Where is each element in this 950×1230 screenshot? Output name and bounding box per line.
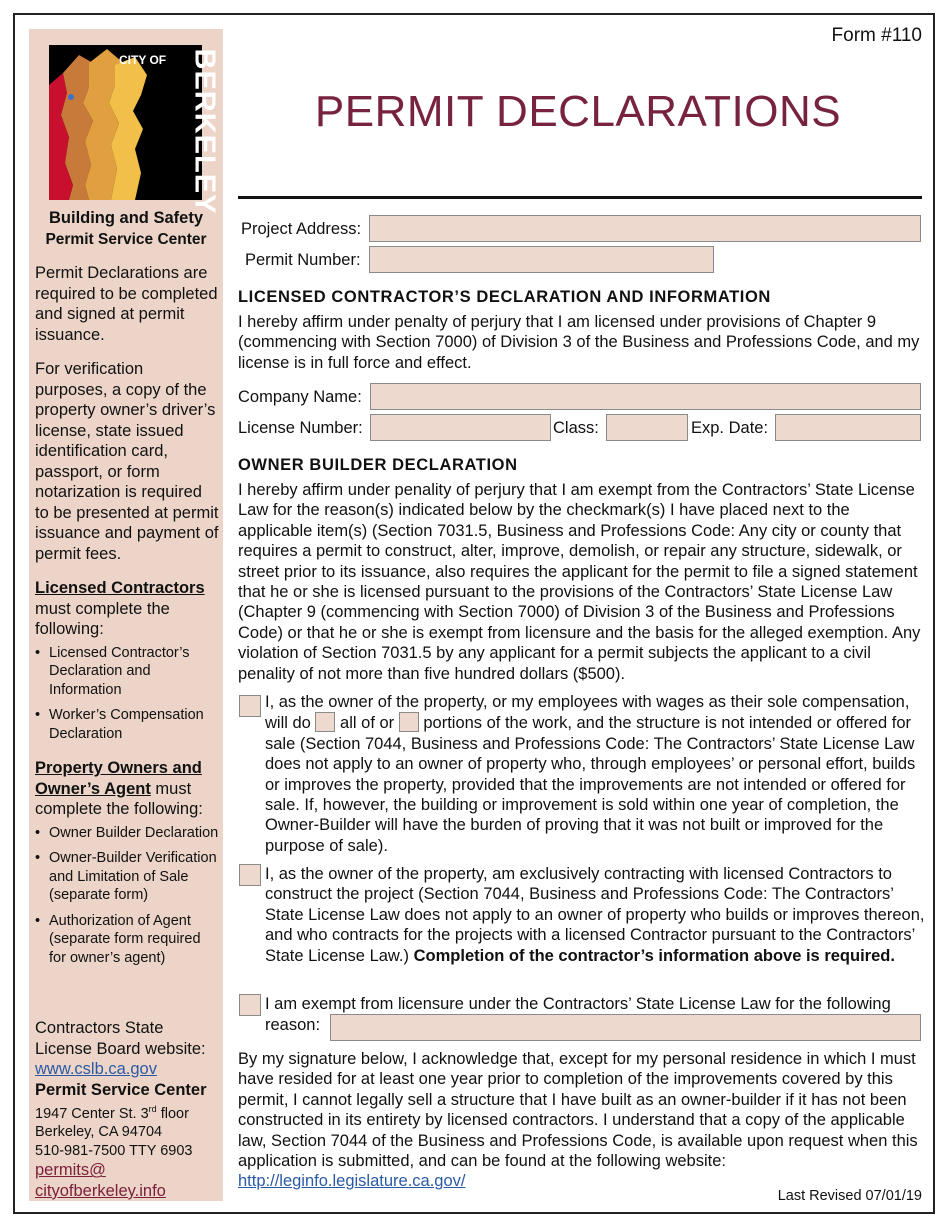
verification-text: For verification purposes, a copy of the property owner’s driver’s license, state issued identification card, passport, or form notarization is required to be presented at permit issuance and payment of permit fees. <box>35 360 219 563</box>
license-number-label: License Number: <box>238 419 363 437</box>
project-address-field[interactable] <box>369 215 921 242</box>
licensed-contractors-rest: must complete the following: <box>35 599 170 638</box>
exp-date-label: Exp. Date: <box>691 419 769 437</box>
permit-number-field[interactable] <box>369 246 714 273</box>
signature-text: By my signature below, I acknowledge that, except for my personal residence in which I must have resided for at least one year prior to completion of the improvements covered by this permit, I cannot legally sell a structure that I have built as an owner-builder if it has not been constructed in its entirety by licensed contractors. I understand that a copy of the applicable law, Section 7044 of the Business and Professions Code, is available upon request when this application is submitted, and can be found at the following website: http://leginfo.legislature.ca.gov/ <box>238 1050 918 1191</box>
exempt-checkbox[interactable] <box>239 994 261 1016</box>
licensed-contractors-heading: Licensed Contractors <box>35 579 205 597</box>
department-line1: Building and Safety <box>48 209 203 227</box>
licensed-contractors-list <box>35 644 219 744</box>
option2-bold-text: Completion of the contractor’s information above is required. <box>413 946 895 965</box>
license-number-field[interactable] <box>370 414 551 441</box>
exp-date-field[interactable] <box>775 414 921 441</box>
licensed-contractor-heading: LICENSED CONTRACTOR’S DECLARATION AND INFORMATION <box>238 288 771 306</box>
email-link-line2[interactable]: cityofberkeley.info <box>35 1181 166 1200</box>
option1-text: I, as the owner of the property, or my employees with wages as their sole compensation, will do all of or portions of the work, and the structure is not intended or offered for sale (Section 7044, Business and Professions Code: The Contractors’ State License Law does not apply to an owner of property who, through employees’ or personal effort, builds or improves the property, provided that the improvements are not intended or offered for sale. If, however, the building or improvement is sold within one year of completion, the Owner-Builder will have the burden of proving that it was not built or improved for the purpose of sale). <box>265 693 916 855</box>
header-divider <box>238 196 922 199</box>
property-owners-list <box>35 824 219 968</box>
city-of-berkeley-logo <box>49 45 221 215</box>
cslb-link[interactable]: www.cslb.ca.gov <box>35 1060 157 1078</box>
last-revised: Last Revised 07/01/19 <box>777 1188 922 1204</box>
intro-text: Permit Declarations are required to be completed and signed at permit issuance. <box>35 264 218 344</box>
sidebar <box>29 29 223 1201</box>
portions-work-checkbox[interactable] <box>399 712 419 732</box>
psc-heading: Permit Service Center <box>35 1080 207 1099</box>
cslb-text: Contractors State License Board website: <box>35 1019 206 1058</box>
legislature-link[interactable]: http://leginfo.legislature.ca.gov/ <box>238 1172 466 1191</box>
licensed-contractors-section <box>35 578 219 750</box>
list-item: • Owner Builder Declaration <box>35 824 219 843</box>
permit-number-label: Permit Number: <box>245 251 361 269</box>
owner-builder-heading: OWNER BUILDER DECLARATION <box>238 456 518 474</box>
phone-number: 510-981-7500 TTY 6903 <box>35 1142 193 1159</box>
form-number: Form #110 <box>831 25 922 46</box>
project-address-label: Project Address: <box>241 220 362 238</box>
list-item: • Worker’s Compensation Declaration <box>35 706 219 743</box>
address-line1: 1947 Center St. 3rd floor <box>35 1104 189 1122</box>
property-owners-rest: must complete the following: <box>35 779 203 818</box>
reason-field[interactable] <box>330 1014 921 1041</box>
company-name-field[interactable] <box>370 383 921 410</box>
email-link-line1[interactable]: permits@ <box>35 1161 106 1180</box>
sidebar-verification <box>35 359 219 564</box>
list-item: • Licensed Contractor’s Declaration and Information <box>35 644 219 700</box>
list-item: • Authorization of Agent (separate form required for owner’s agent) <box>35 912 219 968</box>
department-line2: Permit Service Center <box>45 231 207 248</box>
page-title: PERMIT DECLARATIONS <box>314 87 842 136</box>
property-owners-section <box>35 758 219 974</box>
owner-builder-text: I hereby affirm under penality of perjury that I am exempt from the Contractors’ State License Law for the reason(s) indicated below by the checkmark(s) I have placed next to the applicable item(s) (Section 7031.5, Business and Professions Code: Any city or county that requires a permit to construct, alter, improve, demolish, or repair any structure, sidewalk, or street prior to its issuance, also requires the applicant for the permit to file a signed statement that he or she is licensed pursuant to the provisions of the Contractors’ State License Law (Chapter 9 (commencing with Section 7000) of Division 3 of the Business and Professions Code) or that he or she is exempt from licensure and the basis for the alleged exemption. Any violation of Section 7031.5 by any applicant for a permit subjects the applicant to a civil penality of not more than five hundred dollars ($500). <box>238 481 921 683</box>
address-line2: Berkeley, CA 94704 <box>35 1124 163 1141</box>
option2-text: I, as the owner of the property, am exclusively contracting with licensed Contractors to construct the project (Section 7044, Business and Professions Code: The Contractors’ State License Law does not apply to an owner of property who builds or improves thereon, and who contracts for the projects with a licensed Contractor pursuant to the Contractors’ State License Law.) Completion of the contractor’s information above is required. <box>265 865 925 965</box>
option3-text: I am exempt from licensure under the Contractors’ State License Law for the following <box>265 995 891 1013</box>
logo-berkeley-text: BERKELEY <box>188 48 221 215</box>
list-item: • Owner-Builder Verification and Limitation of Sale (separate form) <box>35 849 219 905</box>
all-work-checkbox[interactable] <box>315 712 335 732</box>
class-label: Class: <box>553 419 599 437</box>
reason-label: reason: <box>265 1016 321 1034</box>
sidebar-intro <box>35 263 219 345</box>
licensed-contractor-text: I hereby affirm under penalty of perjury that I am licensed under provisions of Chapter 9 (commencing with Section 7000) of Division 3 of the Business and Professions Code, and my license is in full force and effect. <box>238 313 920 372</box>
company-name-label: Company Name: <box>238 388 362 406</box>
contracting-checkbox[interactable] <box>239 864 261 886</box>
logo-city-of-text: CITY OF <box>119 53 167 67</box>
department-name <box>29 208 223 250</box>
owner-work-checkbox[interactable] <box>239 695 261 717</box>
class-field[interactable] <box>606 414 688 441</box>
property-owners-heading: Property Owners and Owner’s Agent <box>35 759 202 798</box>
contact-section <box>35 1018 219 1201</box>
